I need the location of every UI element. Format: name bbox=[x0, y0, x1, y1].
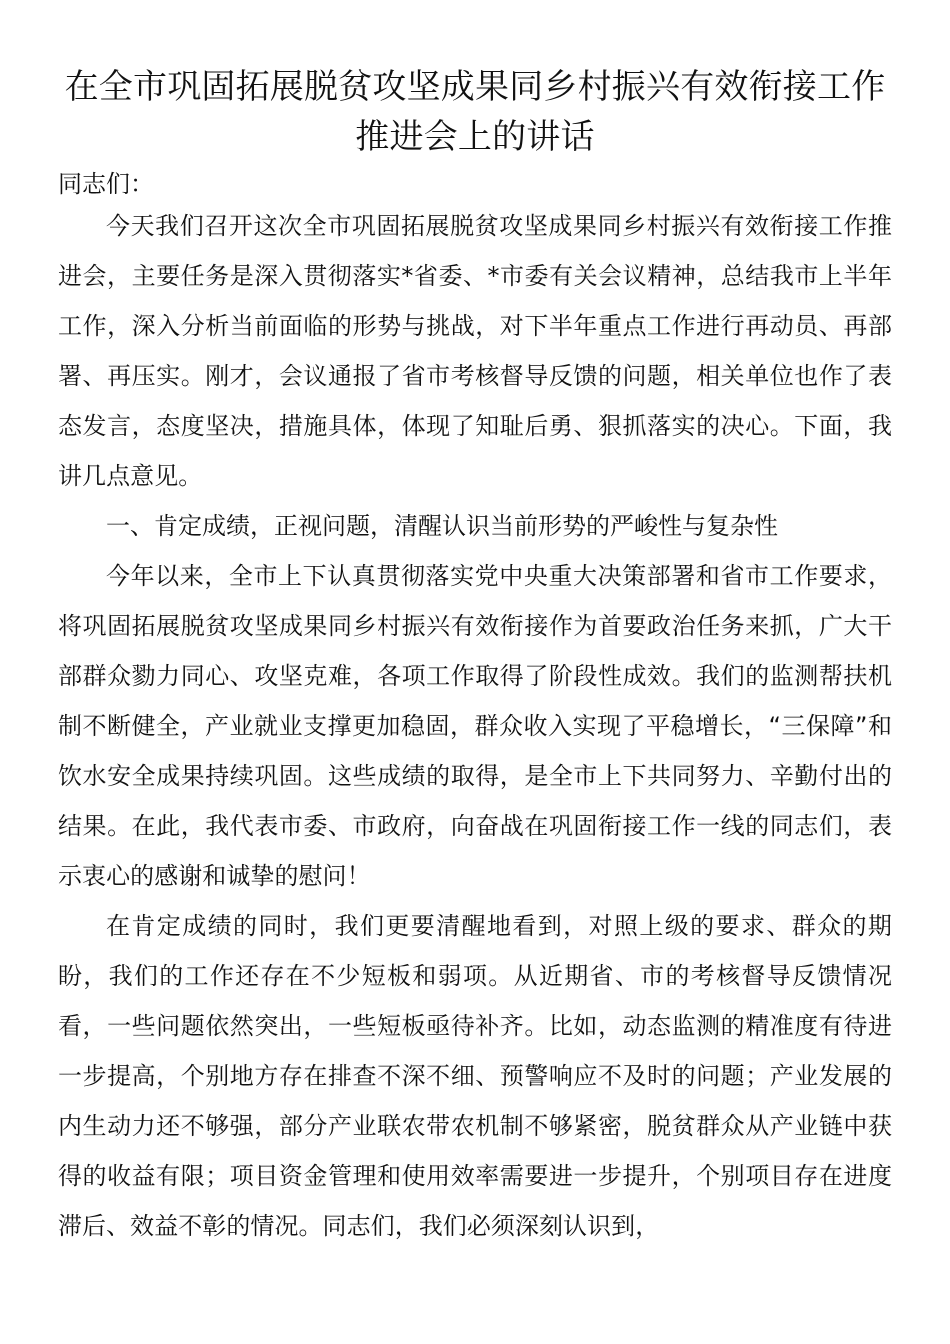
salutation: 同志们： bbox=[58, 170, 154, 198]
document-title: 在全市巩固拓展脱贫攻坚成果同乡村振兴有效衔接工作推进会上的讲话 bbox=[64, 67, 886, 157]
document-page bbox=[58, 62, 892, 1251]
paragraph-problems: 在肯定成绩的同时，我们更要清醒地看到，对照上级的要求、群众的期盼，我们的工作还存在不少短板和弱项。从近期省、市的考核督导反馈情况看，一些问题依然突出，一些短板亟待补齐。比如，动态监测的精准度有待进一步提高，个别地方存在排查不深不细、预警响应不及时的问题；产业发展的内生动力还不够强，部分产业联农带农机制不够紧密，脱贫群众从产业链中获得的收益有限；项目资金管理和使用效率需要进一步提升，个别项目存在进度滞后、效益不彰的情况。同志们，我们必须深刻认识到， bbox=[58, 912, 892, 1240]
section-heading-1: 一、肯定成绩，正视问题，清醒认识当前形势的严峻性与复杂性 bbox=[106, 512, 778, 540]
paragraph-intro: 今天我们召开这次全市巩固拓展脱贫攻坚成果同乡村振兴有效衔接工作推进会，主要任务是深入贯彻落实*省委、*市委有关会议精神，总结我市上半年工作，深入分析当前面临的形势与挑战，对下半年重点工作进行再动员、再部署、再压实。刚才，会议通报了省市考核督导反馈的问题，相关单位也作了表态发言，态度坚决，措施具体，体现了知耻后勇、狠抓落实的决心。下面，我讲几点意见。 bbox=[58, 212, 892, 490]
paragraph-achievements: 今年以来，全市上下认真贯彻落实党中央重大决策部署和省市工作要求，将巩固拓展脱贫攻坚成果同乡村振兴有效衔接作为首要政治任务来抓，广大干部群众勠力同心、攻坚克难，各项工作取得了阶段性成效。我们的监测帮扶机制不断健全，产业就业支撑更加稳固，群众收入实现了平稳增长，“三保障”和饮水安全成果持续巩固。这些成绩的取得，是全市上下共同努力、辛勤付出的结果。在此，我代表市委、市政府，向奋战在巩固衔接工作一线的同志们，表示衷心的感谢和诚挚的慰问！ bbox=[58, 562, 892, 890]
